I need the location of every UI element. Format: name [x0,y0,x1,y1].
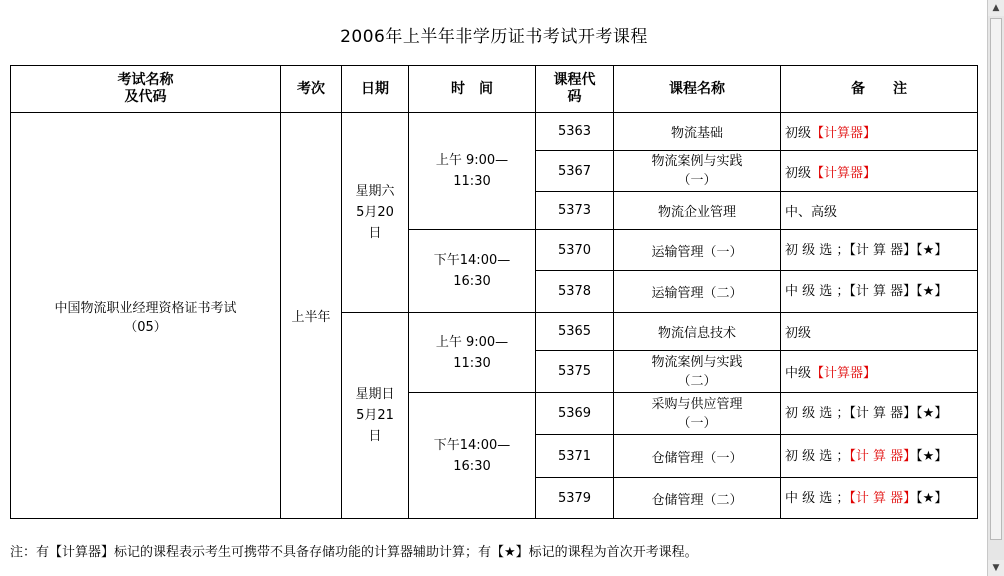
course-remark: 中 级 选 ；【计 算 器】【★】 [781,271,978,313]
scroll-up-icon[interactable]: ▲ [988,0,1004,16]
course-code: 5373 [536,192,614,230]
header-session: 考次 [281,66,342,113]
course-name: 仓储管理（二） [614,478,781,519]
date-cell: 星期六 5月20 日 [342,113,409,313]
course-name: 物流企业管理 [614,192,781,230]
page-title: 2006年上半年非学历证书考试开考课程 [340,27,648,47]
course-remark: 中、高级 [781,192,978,230]
scrollbar-thumb[interactable] [990,18,1002,540]
calculator-badge: 【计算器】 [811,126,877,141]
scroll-down-icon[interactable]: ▼ [988,560,1004,576]
table-row [11,113,978,151]
course-code: 5371 [536,435,614,478]
course-name: 采购与供应管理 （一） [614,393,781,435]
course-name: 仓储管理（一） [614,435,781,478]
exam-name-cell: 中国物流职业经理资格证书考试 （05） [11,113,281,519]
time-cell: 上午 9:00— 11:30 [409,113,536,230]
course-remark: 中级【计算器】 [781,351,978,393]
course-name: 物流案例与实践 （一） [614,151,781,192]
header-remarks: 备 注 [781,66,978,113]
date-cell: 星期日 5月21 日 [342,313,409,519]
header-course-name: 课程名称 [614,66,781,113]
course-code: 5379 [536,478,614,519]
time-cell: 上午 9:00— 11:30 [409,313,536,393]
calculator-badge: 【计算器】 [811,366,877,381]
calculator-badge: 【计 算 器】 [849,448,917,464]
course-name: 运输管理（一） [614,230,781,271]
course-code: 5365 [536,313,614,351]
course-code: 5369 [536,393,614,435]
course-code: 5378 [536,271,614,313]
course-name: 物流信息技术 [614,313,781,351]
course-remark: 中 级 选 ；【计 算 器】【★】 [781,478,978,519]
course-name: 运输管理（二） [614,271,781,313]
course-remark: 初 级 选 ；【计 算 器】【★】 [781,230,978,271]
session-cell: 上半年 [281,113,342,519]
course-code: 5363 [536,113,614,151]
course-code: 5370 [536,230,614,271]
exam-schedule-table [10,65,978,519]
course-name: 物流案例与实践 （二） [614,351,781,393]
course-remark: 初级【计算器】 [781,113,978,151]
header-time: 时 间 [409,66,536,113]
course-remark: 初级【计算器】 [781,151,978,192]
header-exam-name: 考试名称 及代码 [11,66,281,113]
course-remark: 初 级 选 ；【计 算 器】【★】 [781,393,978,435]
time-cell: 下午14:00— 16:30 [409,393,536,519]
header-course-code: 课程代 码 [536,66,614,113]
time-cell: 下午14:00— 16:30 [409,230,536,313]
course-name: 物流基础 [614,113,781,151]
header-date: 日期 [342,66,409,113]
course-remark: 初 级 选 ；【计 算 器】【★】 [781,435,978,478]
course-remark: 初级 [781,313,978,351]
course-code: 5367 [536,151,614,192]
calculator-badge: 【计算器】 [811,165,877,181]
course-code: 5375 [536,351,614,393]
footnote: 注：有【计算器】标记的课程表示考生可携带不具备存储功能的计算器辅助计算；有【★】标记的课程为首次开考课程。 [10,545,698,560]
vertical-scrollbar[interactable] [987,0,1004,576]
header-row [11,66,978,113]
calculator-badge: 【计 算 器】 [849,490,917,506]
